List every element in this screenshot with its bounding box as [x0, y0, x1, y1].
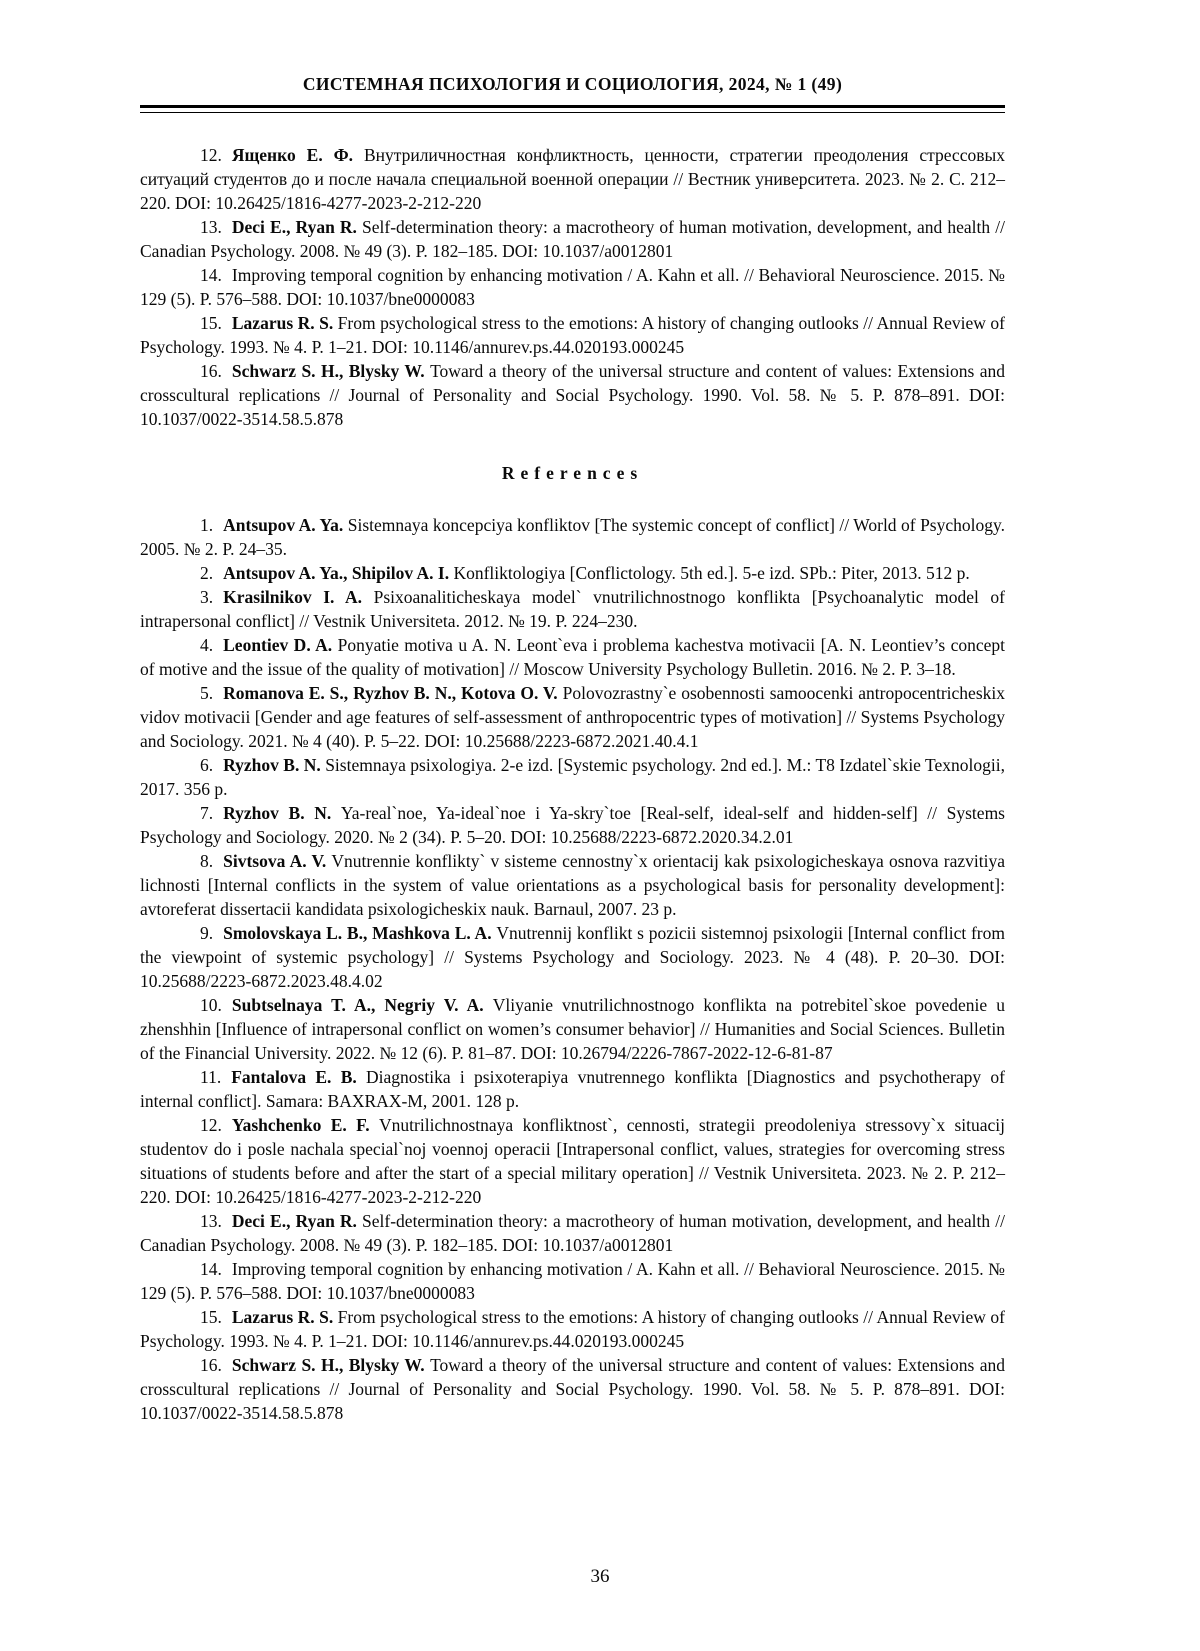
reference-number: 3.: [200, 587, 214, 607]
reference-entry: [140, 633, 1005, 681]
reference-number: 16.: [200, 1355, 222, 1375]
reference-number: 13.: [200, 1211, 222, 1231]
reference-entry: [140, 993, 1005, 1065]
reference-authors: Leontiev D. A.: [223, 635, 338, 655]
reference-number: 14.: [200, 265, 222, 285]
reference-authors: Ященко Е. Ф.: [231, 145, 364, 165]
reference-text: From psychological stress to the emotions: A history of changing outlooks // Annual Review of Psychology. 1993. № 4. P. 1–21. DOI: 10.1146/annurev.ps.44.020193.000245: [140, 1307, 1005, 1351]
reference-text: Внутриличностная конфликтность, ценности, стратегии преодоления стрессовых ситуаций студентов до и после начала специальной военной операции // Вестник университета. 2023. № 2. С. 212–220. DOI: 10.26425/1816-4277-2023-2-212-220: [140, 145, 1005, 213]
reference-number: 16.: [200, 361, 222, 381]
reference-authors: Ryzhov B. N.: [223, 755, 326, 775]
english-references-list: [140, 513, 1005, 1425]
reference-entry: [140, 1257, 1005, 1305]
reference-number: 15.: [200, 1307, 222, 1327]
reference-authors: Smolovskaya L. B., Mashkova L. A.: [223, 923, 497, 943]
reference-entry: [140, 1209, 1005, 1257]
reference-entry: [140, 561, 1005, 585]
references-content: [140, 143, 1005, 1425]
reference-entry: [140, 359, 1005, 431]
reference-number: 15.: [200, 313, 222, 333]
reference-entry: [140, 263, 1005, 311]
reference-text: Polovozrastny`e osobennosti samoocenki antropocentricheskix vidov motivacii [Gender and age features of self-assessment of anthropocentric types of motivation] // Systems Psychology and Sociology. 2021. № 4 (40). P. 5–22. DOI: 10.25688/2223-6872.2021.40.4.1: [140, 683, 1005, 751]
references-heading: References: [501, 463, 644, 483]
reference-number: 7.: [200, 803, 214, 823]
reference-number: 2.: [200, 563, 214, 583]
reference-number: 10.: [200, 995, 222, 1015]
reference-authors: Romanova E. S., Ryzhov B. N., Kotova O. V.: [223, 683, 563, 703]
reference-number: 5.: [200, 683, 214, 703]
reference-text: Vnutrennij konflikt s pozicii sistemnoj psixologii [Internal conflict from the viewpoint of systemic psychology] // Systems Psychology and Sociology. 2023. № 4 (48). P. 20–30. DOI: 10.25688/2223-6872.2023.48.4.02: [140, 923, 1005, 991]
reference-entry: [140, 1305, 1005, 1353]
reference-text: Improving temporal cognition by enhancing motivation / A. Kahn et all. // Behavioral Neuroscience. 2015. № 129 (5). P. 576–588. DOI: 10.1037/bne0000083: [140, 265, 1005, 309]
reference-number: 9.: [200, 923, 214, 943]
reference-text: Diagnostika i psixoterapiya vnutrennego konflikta [Diagnostics and psychotherapy of internal conflict]. Samara: BAXRAX-M, 2001. 128 p.: [140, 1067, 1005, 1111]
reference-authors: Fantalova E. B.: [231, 1067, 367, 1087]
reference-entry: [140, 753, 1005, 801]
reference-entry: [140, 801, 1005, 849]
reference-number: 8.: [200, 851, 214, 871]
reference-authors: Antsupov A. Ya., Shipilov A. I.: [223, 563, 454, 583]
reference-authors: Lazarus R. S.: [231, 313, 338, 333]
reference-number: 6.: [200, 755, 214, 775]
reference-number: 12.: [200, 1115, 222, 1135]
reference-authors: Deci E., Ryan R.: [231, 1211, 363, 1231]
reference-authors: Ryzhov B. N.: [223, 803, 341, 823]
page-number: 36: [590, 1566, 610, 1587]
reference-text: Toward a theory of the universal structure and content of values: Extensions and crosscultural replications // Journal of Personality and Social Psychology. 1990. Vol. 58. № 5. P. 878–891. DOI: 10.1037/0022-3514.58.5.878: [140, 361, 1006, 429]
reference-authors: Schwarz S. H., Blysky W.: [231, 361, 431, 381]
header-rule: [140, 105, 1005, 113]
russian-references-list: [140, 143, 1005, 431]
reference-entry: [140, 311, 1005, 359]
reference-number: 11.: [200, 1067, 222, 1087]
reference-number: 12.: [200, 145, 222, 165]
reference-authors: Schwarz S. H., Blysky W.: [231, 1355, 431, 1375]
reference-authors: Yashchenko E. F.: [231, 1115, 380, 1135]
reference-text: Vnutrennie konflikty` v sisteme cennostny`x orientacij kak psixologicheskaya osnova razvitiya lichnosti [Internal conflicts in the system of value orientations as a psychological basis for personality development]: avtoreferat dissertacii kandidata psixologicheskix nauk. Barnaul, 2007. 23 p.: [140, 851, 1005, 919]
reference-text: Vnutrilichnostnaya konfliktnost`, cennosti, strategii preodoleniya stressovy`x situacij studentov do i posle nachala special`noj voennoj operacii [Intrapersonal conflict, values, strategies for overcoming stress situations of students before and after the start of a special military operation] // Vestnik Universiteta. 2023. № 2. P. 212–220. DOI: 10.26425/1816-4277-2023-2-212-220: [140, 1115, 1006, 1207]
reference-number: 4.: [200, 635, 214, 655]
reference-authors: Antsupov A. Ya.: [223, 515, 348, 535]
reference-text: Sistemnaya psixologiya. 2-e izd. [Systemic psychology. 2nd ed.]. M.: T8 Izdatel`skie Texnologii, 2017. 356 p.: [140, 755, 1005, 799]
reference-entry: [140, 143, 1005, 215]
reference-authors: Subtselnaya T. A., Negriy V. A.: [231, 995, 493, 1015]
reference-entry: [140, 1113, 1005, 1209]
reference-text: Improving temporal cognition by enhancing motivation / A. Kahn et all. // Behavioral Neuroscience. 2015. № 129 (5). P. 576–588. DOI: 10.1037/bne0000083: [140, 1259, 1005, 1303]
reference-entry: [140, 585, 1005, 633]
reference-entry: [140, 215, 1005, 263]
reference-text: Psixoanaliticheskaya model` vnutrilichnostnogo konflikta [Psychoanalytic model of intrapersonal conflict] // Vestnik Universiteta. 2012. № 19. P. 224–230.: [140, 587, 1005, 631]
reference-authors: Sivtsova A. V.: [223, 851, 332, 871]
reference-number: 13.: [200, 217, 222, 237]
page-header: [140, 72, 1005, 113]
reference-entry: [140, 849, 1005, 921]
reference-entry: [140, 681, 1005, 753]
reference-text: Sistemnaya koncepciya konfliktov [The systemic concept of conflict] // World of Psychology. 2005. № 2. P. 24–35.: [140, 515, 1005, 559]
reference-text: Konfliktologiya [Conflictology. 5th ed.]. 5-e izd. SPb.: Piter, 2013. 512 p.: [453, 563, 970, 583]
reference-entry: [140, 921, 1005, 993]
reference-text: Toward a theory of the universal structure and content of values: Extensions and crosscultural replications // Journal of Personality and Social Psychology. 1990. Vol. 58. № 5. P. 878–891. DOI: 10.1037/0022-3514.58.5.878: [140, 1355, 1006, 1423]
reference-text: Vliyanie vnutrilichnostnogo konflikta na potrebitel`skoe povedenie u zhenshhin [Influence of intrapersonal conflict on women’s consumer behavior] // Humanities and Social Sciences. Bulletin of the Financial University. 2022. № 12 (6). P. 81–87. DOI: 10.26794/2226-7867-2022-12-6-81-87: [140, 995, 1005, 1063]
reference-text: Ya-real`noe, Ya-ideal`noe i Ya-skry`toe [Real-self, ideal-self and hidden-self] // Systems Psychology and Sociology. 2020. № 2 (34). P. 5–20. DOI: 10.25688/2223-6872.2020.34.2.01: [140, 803, 1005, 847]
reference-authors: Lazarus R. S.: [231, 1307, 338, 1327]
reference-text: Self-determination theory: a macrotheory of human motivation, development, and health // Canadian Psychology. 2008. № 49 (3). P. 182–185. DOI: 10.1037/a0012801: [140, 1211, 1005, 1255]
reference-authors: Deci E., Ryan R.: [231, 217, 363, 237]
reference-entry: [140, 1065, 1005, 1113]
reference-number: 14.: [200, 1259, 222, 1279]
reference-text: Self-determination theory: a macrotheory of human motivation, development, and health // Canadian Psychology. 2008. № 49 (3). P. 182–185. DOI: 10.1037/a0012801: [140, 217, 1005, 261]
journal-title: СИСТЕМНАЯ ПСИХОЛОГИЯ И СОЦИОЛОГИЯ, 2024, № 1 (49): [302, 74, 843, 94]
reference-text: From psychological stress to the emotions: A history of changing outlooks // Annual Review of Psychology. 1993. № 4. P. 1–21. DOI: 10.1146/annurev.ps.44.020193.000245: [140, 313, 1005, 357]
reference-entry: [140, 1353, 1005, 1425]
reference-entry: [140, 513, 1005, 561]
reference-authors: Krasilnikov I. A.: [223, 587, 374, 607]
reference-text: Ponyatie motiva u A. N. Leont`eva i problema kachestva motivacii [A. N. Leontiev’s concept of motive and the issue of the quality of motivation] // Moscow University Psychology Bulletin. 2016. № 2. P. 3–18.: [140, 635, 1005, 679]
reference-number: 1.: [200, 515, 214, 535]
